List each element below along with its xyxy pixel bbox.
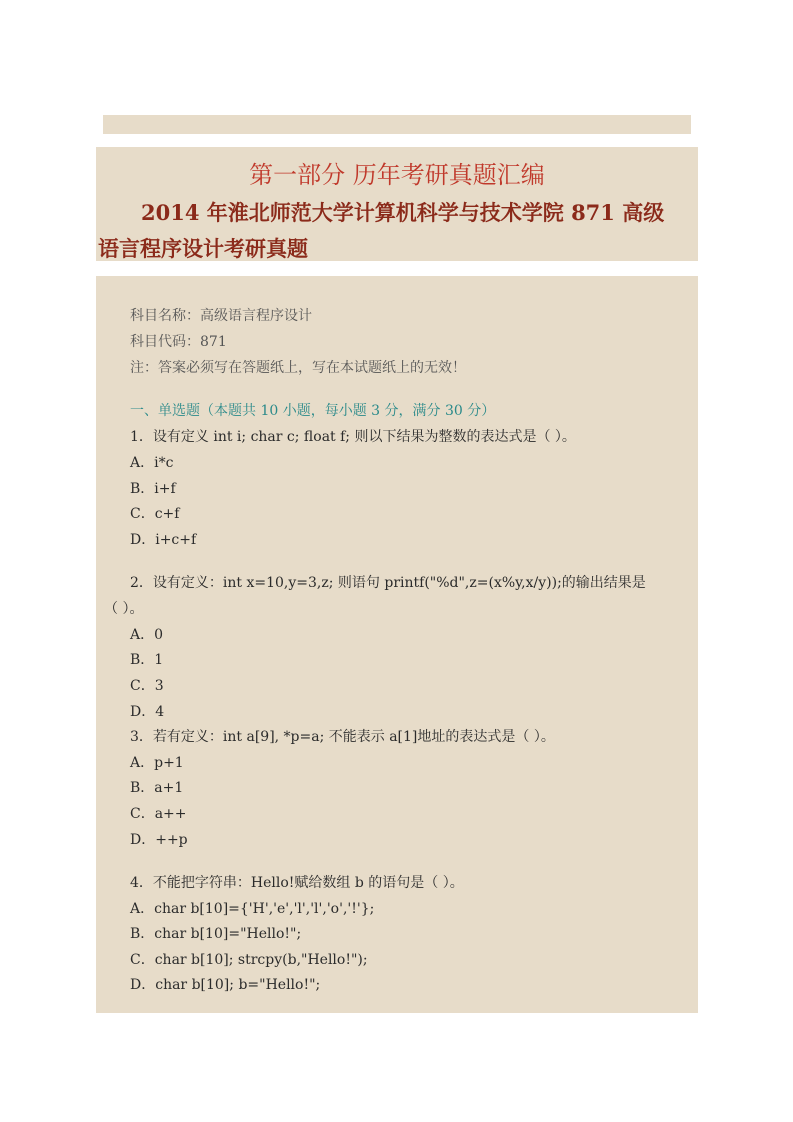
question-2-option-d: D．4 xyxy=(130,704,165,720)
question-3-option-c: C．a++ xyxy=(130,806,187,822)
subject-code: 科目代码：871 xyxy=(130,334,227,350)
exam-title-line-2: 语言程序设计考研真题 xyxy=(98,236,308,261)
question-1-option-d: D．i+c+f xyxy=(130,532,197,548)
question-4-option-d: D．char b[10]; b="Hello!"; xyxy=(130,977,321,993)
question-4-option-b: B．char b[10]="Hello!"; xyxy=(130,926,302,942)
exam-notice: 注：答案必须写在答题纸上，写在本试题纸上的无效！ xyxy=(130,360,466,376)
question-1-stem: 1．设有定义 int i; char c; float f; 则以下结果为整数的表达式是（ ）。 xyxy=(130,429,576,445)
question-4-stem: 4．不能把字符串：Hello!赋给数组 b 的语句是（ ）。 xyxy=(130,875,464,891)
question-1-option-c: C．c+f xyxy=(130,506,180,522)
question-4-option-c: C．char b[10]; strcpy(b,"Hello!"); xyxy=(130,952,368,968)
question-1-option-b: B．i+f xyxy=(130,481,176,497)
section-title: 一、单选题（本题共 10 小题，每小题 3 分，满分 30 分） xyxy=(130,403,496,419)
question-3-option-a: A．p+1 xyxy=(130,755,184,771)
question-4-option-a: A．char b[10]={'H','e','l','l','o','!'}; xyxy=(130,901,375,917)
part-title: 第一部分 历年考研真题汇编 xyxy=(249,161,545,189)
subject-name: 科目名称：高级语言程序设计 xyxy=(130,308,312,324)
question-2-option-c: C．3 xyxy=(130,678,164,694)
exam-content xyxy=(96,276,698,1013)
question-3-stem: 3．若有定义：int a[9], *p=a; 不能表示 a[1]地址的表达式是（ ）。 xyxy=(130,729,555,745)
heading-box xyxy=(96,147,698,261)
exam-title-line-1: 2014 年淮北师范大学计算机科学与技术学院 871 高级 xyxy=(141,200,665,225)
question-3-option-b: B．a+1 xyxy=(130,780,184,796)
top-decorative-strip xyxy=(103,115,691,134)
question-2-stem-continued: （ ）。 xyxy=(104,601,144,617)
question-3-option-d: D．++p xyxy=(130,832,188,848)
question-2-option-b: B．1 xyxy=(130,652,164,668)
question-2-stem: 2．设有定义：int x=10,y=3,z; 则语句 printf("%d",z=(x%y,x/y));的输出结果是 xyxy=(130,575,646,591)
question-1-option-a: A．i*c xyxy=(130,455,174,471)
question-2-option-a: A．0 xyxy=(130,627,164,643)
